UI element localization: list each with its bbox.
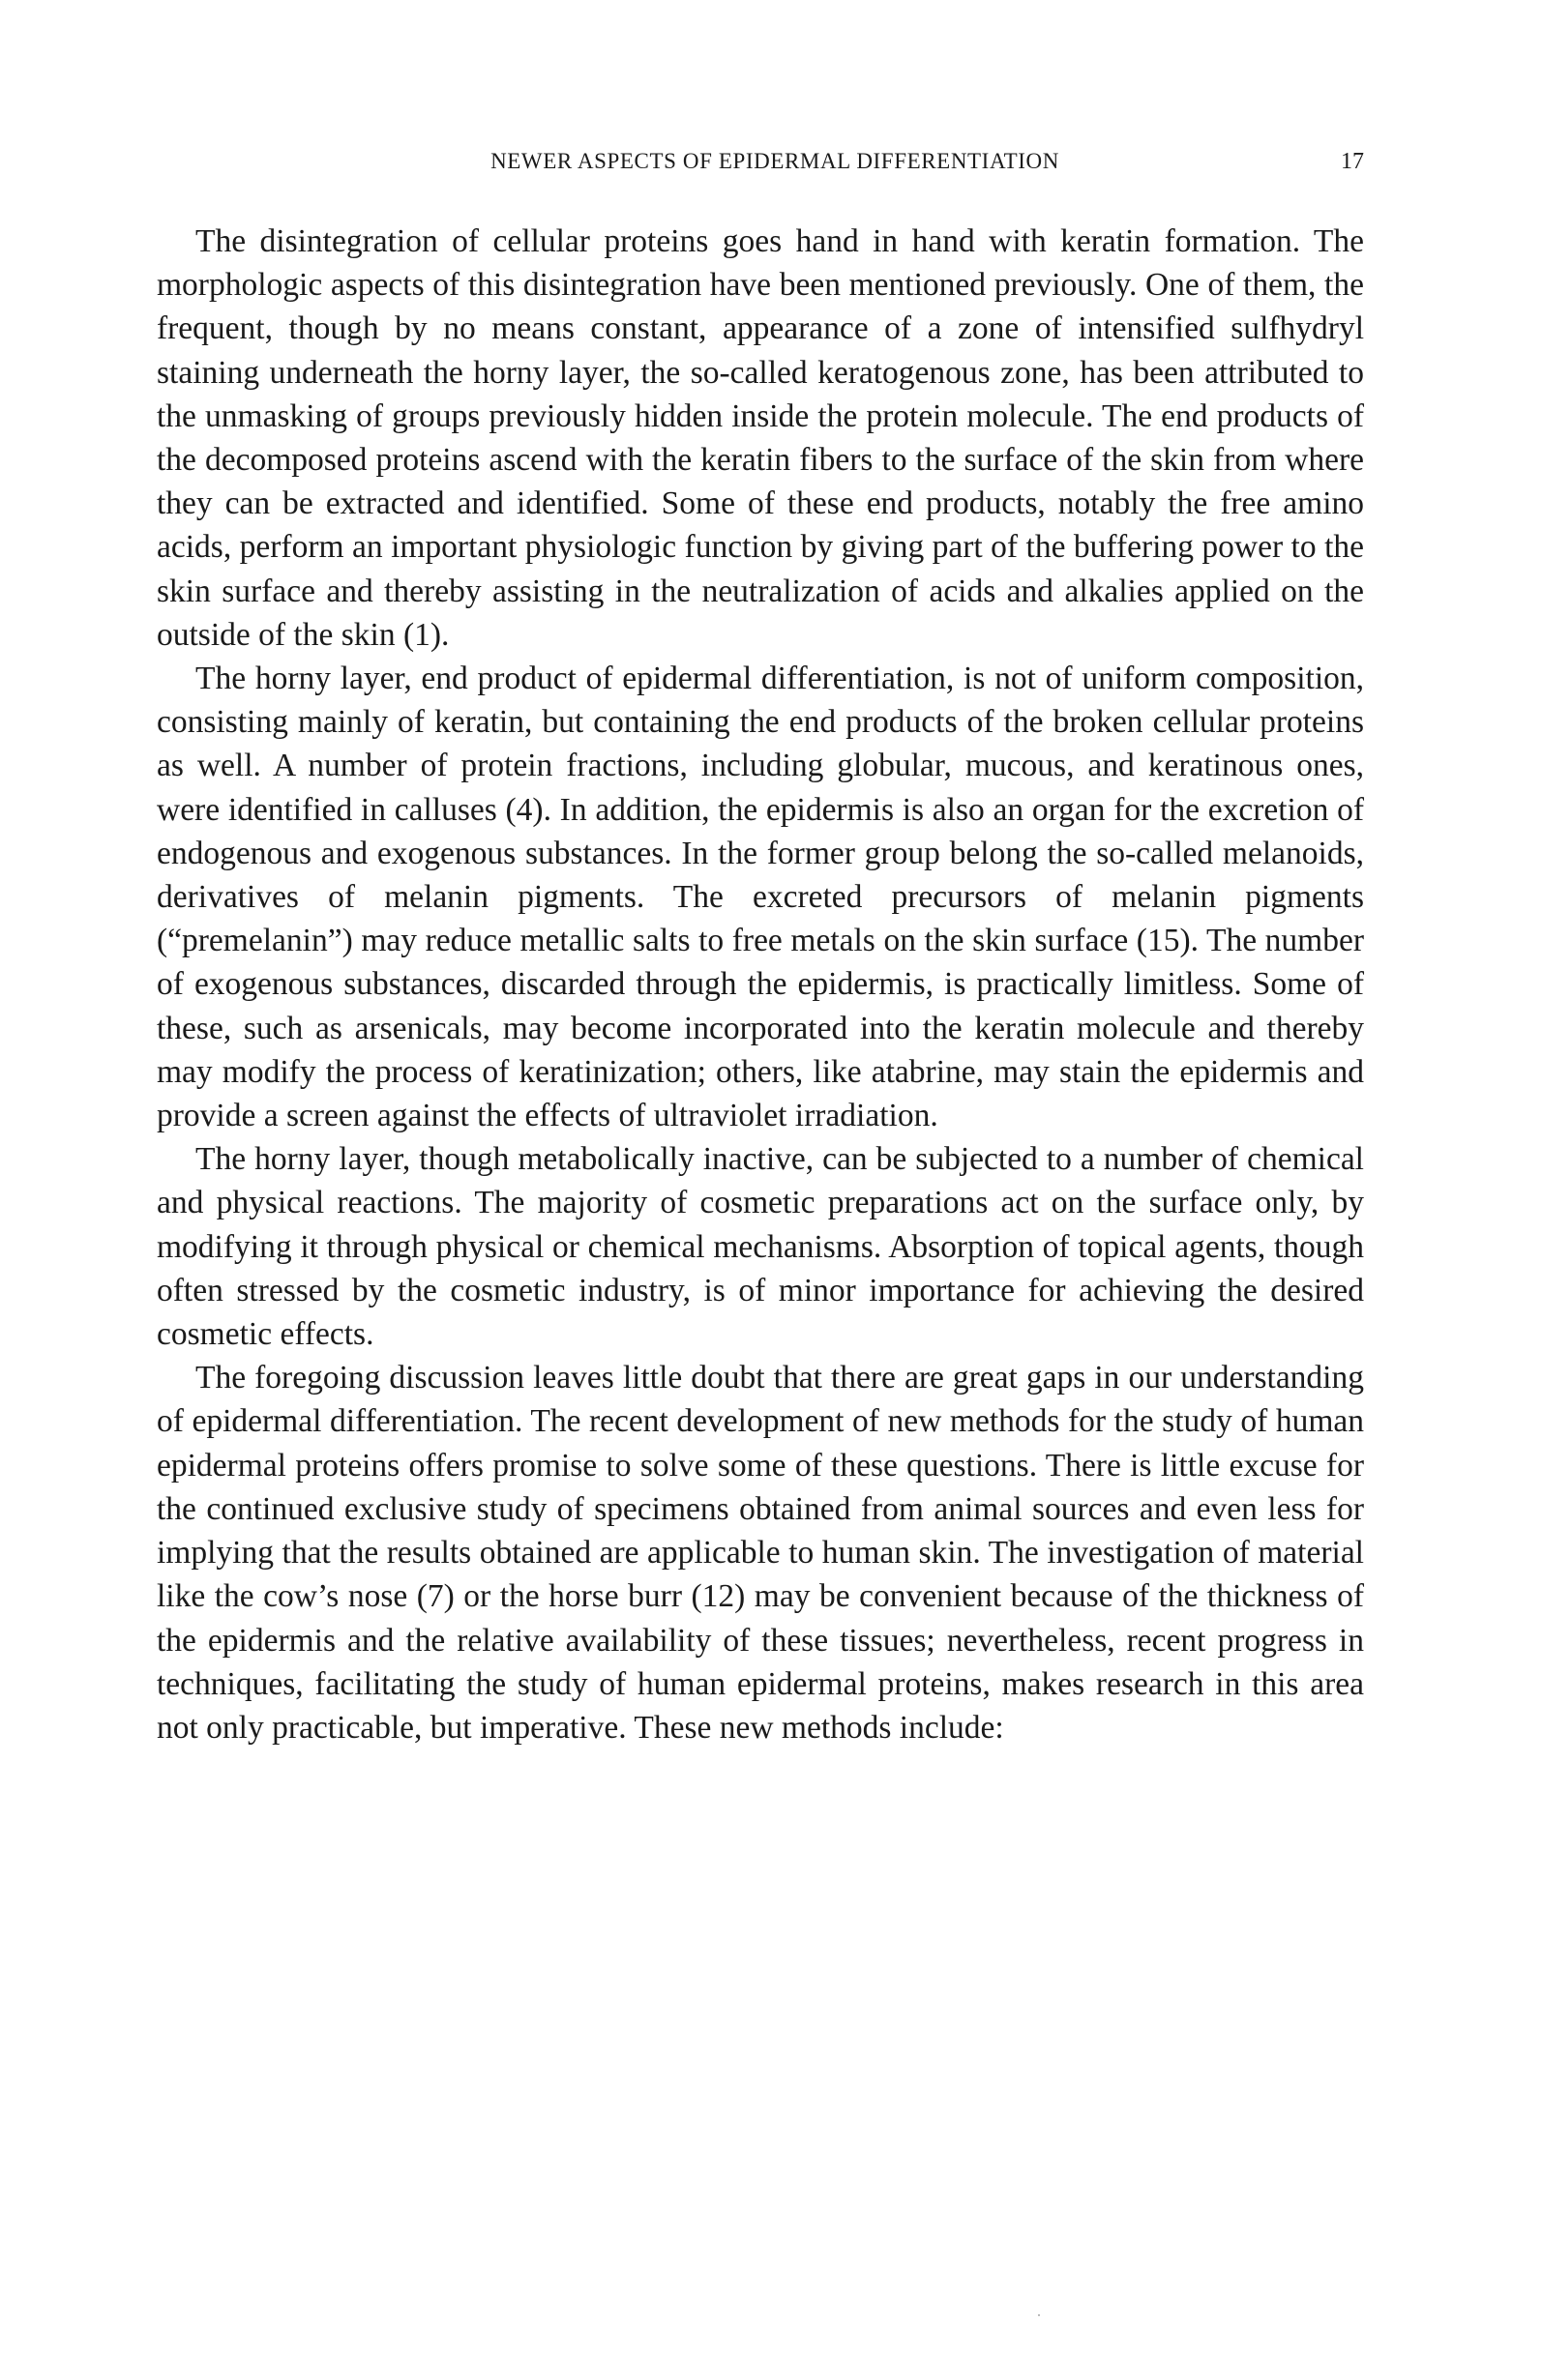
paragraph-horny-layer-reactions: The horny layer, though metabolically inactive, can be subjected to a number of chemical and physical reactions. The majority of cosmetic preparations act on the surface only, by modifying it through physical or chemical mechanisms. Absorption of topical agents, though often stressed by the cosmetic industry, is of minor importance for achieving the desired cosmetic effects. [157,1141,1364,1353]
paragraph-horny-layer-composition: The horny layer, end product of epidermal differentiation, is not of uniform composition, consisting mainly of keratin, but containing the end products of the broken cellular proteins as well. A number of protein fractions, including globular, mucous, and keratinous ones, were identified in calluses (4). In addition, the epidermis is also an organ for the excretion of endogenous and exogenous substances. In the former group belong the so-called melanoids, derivatives of melanin pigments. The excreted precursors of melanin pigments (“premelanin”) may reduce metallic salts to free metals on the skin surface (15). The number of exogenous substances, discarded through the epidermis, is practically limitless. Some of these, such as arsenicals, may become incorporated into the keratin molecule and thereby may modify the process of keratinization; others, like atabrine, may stain the epidermis and provide a screen against the effects of ultraviolet irradiation. [157,661,1364,1134]
page-number: 17 [1341,149,1364,174]
running-header [157,143,1364,182]
scan-speck [1038,2314,1040,2316]
body-text [157,220,1364,1749]
paragraph-research-gaps: The foregoing discussion leaves little doubt that there are great gaps in our understanding of epidermal differentiation. The recent development of new methods for the study of human epidermal proteins offers promise to solve some of these questions. There is little excuse for the continued exclusive study of specimens obtained from animal sources and even less for implying that the results obtained are applicable to human skin. The investigation of material like the cow’s nose (7) or the horse burr (12) may be convenient because of the thickness of the epidermis and the relative availability of these tissues; nevertheless, recent progress in techniques, facilitating the study of human epidermal proteins, makes research in this area not only practicable, but imperative. These new methods include: [157,1360,1364,1746]
running-title: NEWER ASPECTS OF EPIDERMAL DIFFERENTIATION [490,149,1059,173]
paragraph-keratin-formation: The disintegration of cellular proteins goes hand in hand with keratin formation. The morphologic aspects of this disintegration have been mentioned previously. One of them, the frequent, though by no means constant, appearance of a zone of intensified sulfhydryl staining underneath the horny layer, the so-called keratogenous zone, has been attributed to the unmasking of groups previously hidden inside the protein molecule. The end products of the decomposed proteins ascend with the keratin fibers to the surface of the skin from where they can be extracted and identified. Some of these end products, notably the free amino acids, perform an important physiologic function by giving part of the buffering power to the skin surface and thereby assisting in the neutralization of acids and alkalies applied on the outside of the skin (1). [157,223,1364,653]
